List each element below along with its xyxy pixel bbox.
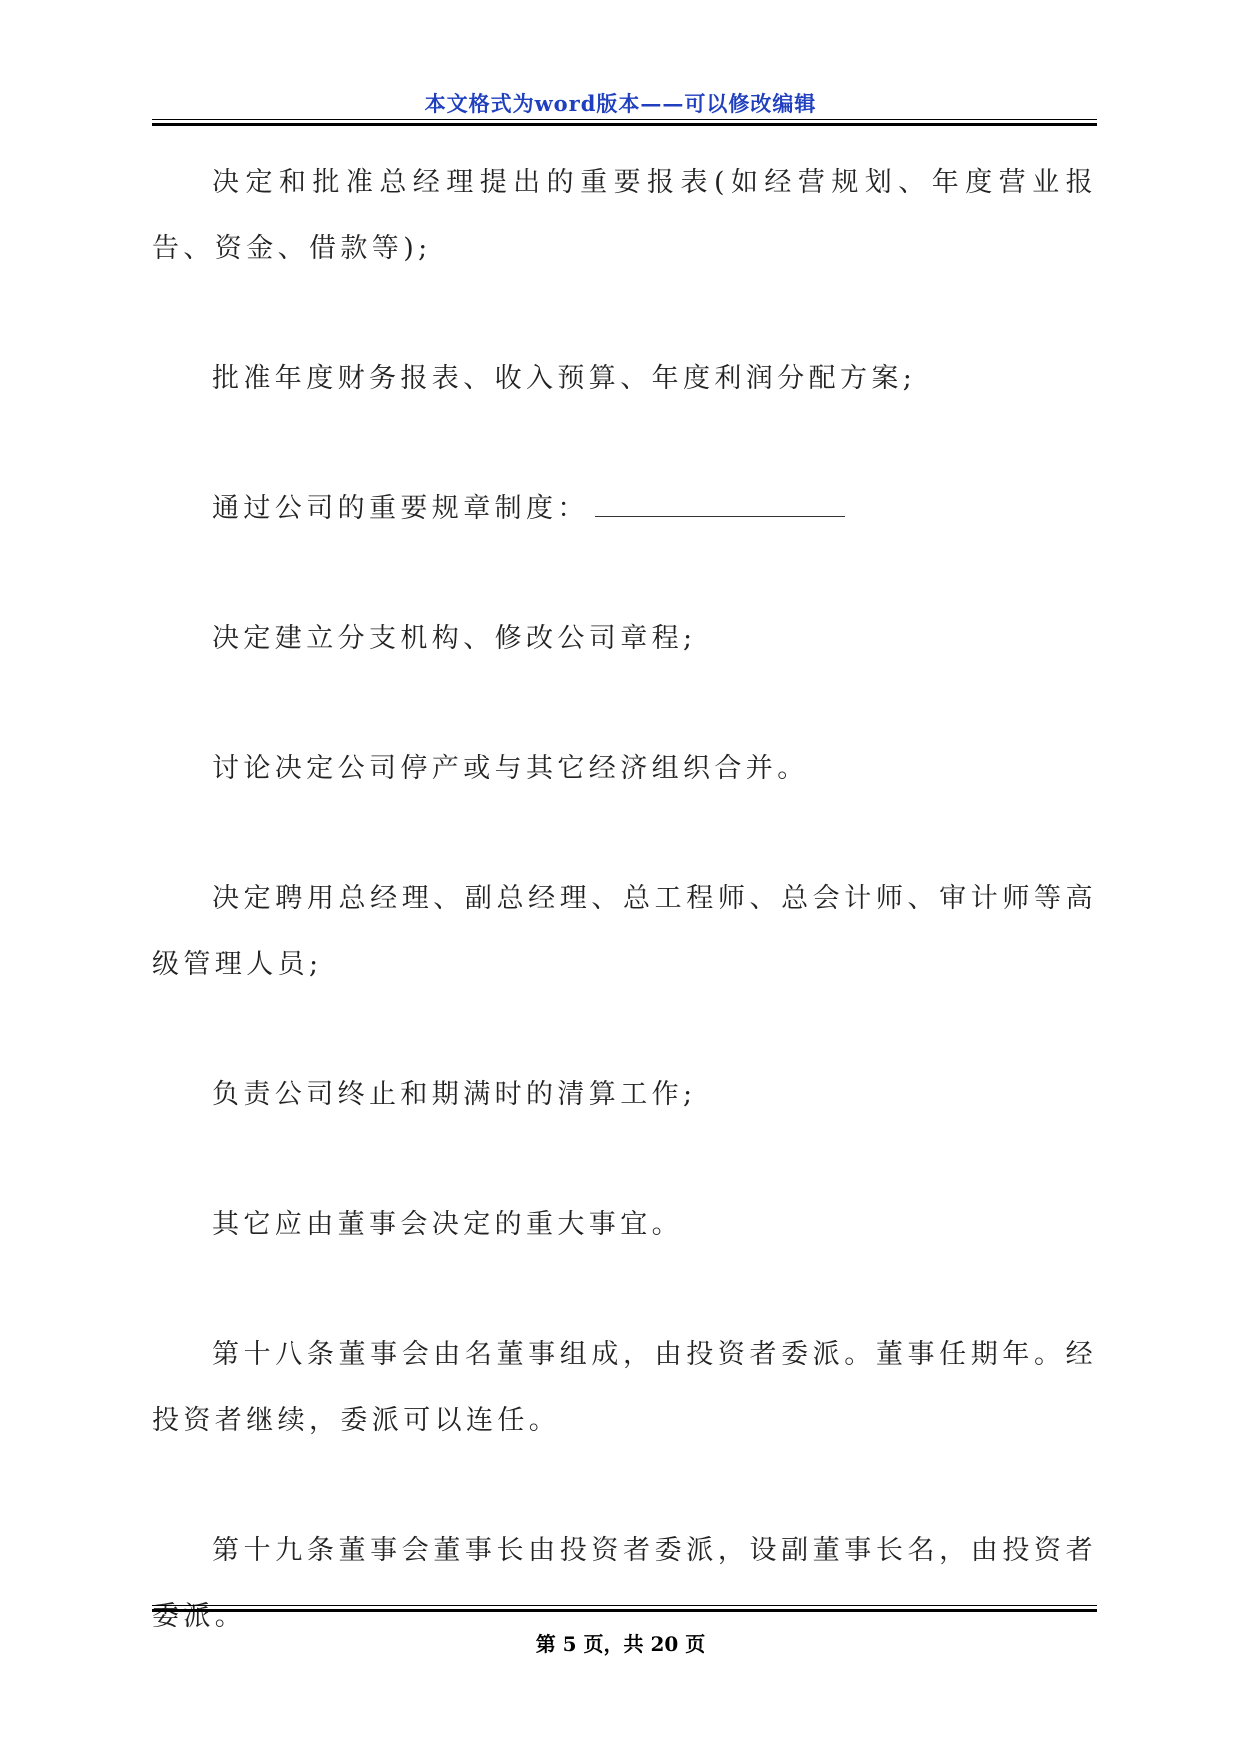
page-number: 第 5 页，共 20 页 (535, 1632, 706, 1656)
header-divider (152, 119, 1097, 126)
footer-divider (152, 1605, 1097, 1612)
paragraph-text: 通过公司的重要规章制度： (212, 493, 589, 524)
page-header-title: 本文格式为word版本——可以修改编辑 (424, 91, 817, 116)
paragraph: 讨论决定公司停产或与其它经济组织合并。 (212, 753, 809, 784)
paragraph: 决定和批准总经理提出的重要报表(如经营规划、年度营业报告、资金、借款等); (152, 167, 1097, 264)
paragraph: 决定聘用总经理、副总经理、总工程师、总会计师、审计师等高级管理人员; (152, 883, 1097, 980)
document-body (152, 150, 1097, 1650)
paragraph-with-blank (152, 476, 1097, 542)
paragraph: 批准年度财务报表、收入预算、年度利润分配方案; (212, 363, 917, 394)
paragraph: 第十九条董事会董事长由投资者委派，设副董事长名，由投资者委派。 (152, 1535, 1097, 1632)
fill-in-blank (595, 494, 845, 517)
paragraph: 决定建立分支机构、修改公司章程; (212, 623, 697, 654)
paragraph: 其它应由董事会决定的重大事宜。 (212, 1209, 683, 1240)
paragraph: 第十八条董事会由名董事组成，由投资者委派。董事任期年。经投资者继续，委派可以连任。 (152, 1339, 1097, 1436)
paragraph: 负责公司终止和期满时的清算工作; (212, 1079, 697, 1110)
